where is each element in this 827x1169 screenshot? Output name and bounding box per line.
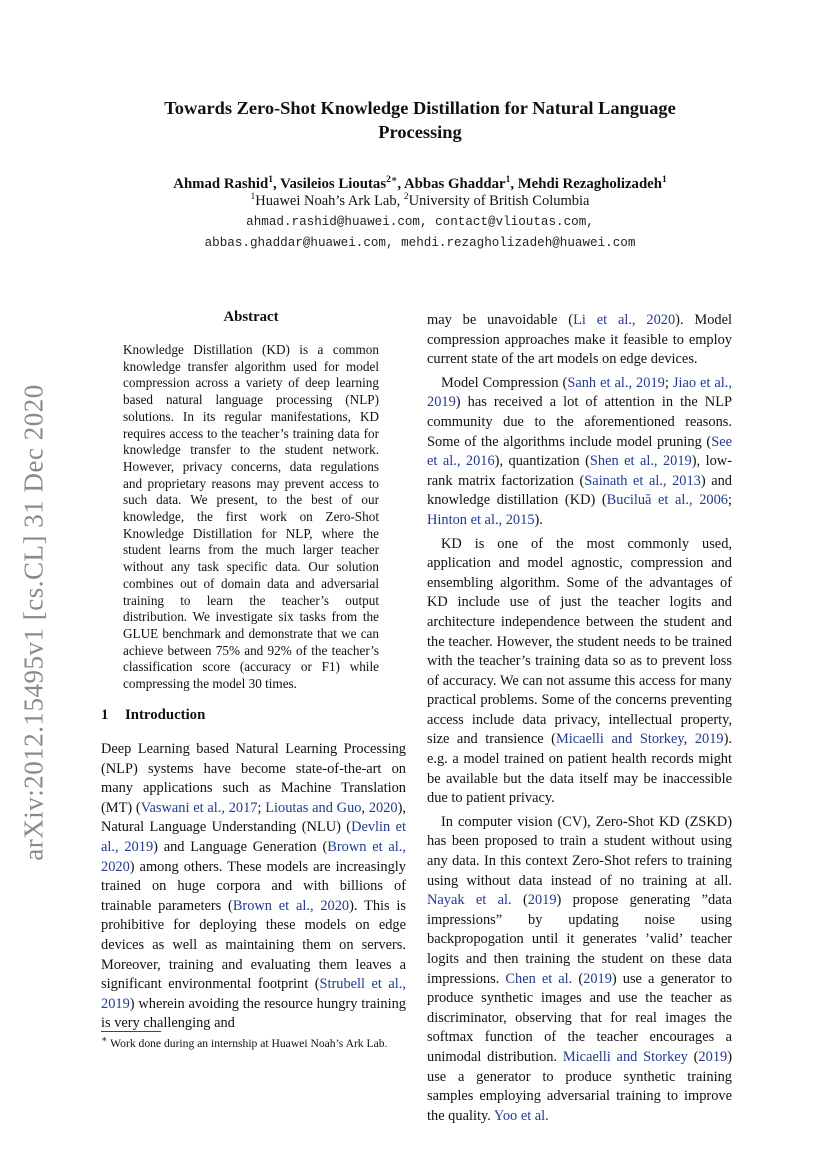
affiliation-mark: 1 — [505, 175, 511, 186]
citation-link[interactable]: Sainath et al., 2013 — [584, 472, 701, 489]
affiliation-mark: 2∗ — [386, 175, 398, 186]
left-column — [101, 740, 406, 1034]
citation-link[interactable]: Shen et al., 2019 — [589, 453, 692, 470]
citation-link[interactable]: See et al., 2016 — [427, 433, 732, 470]
paragraph-text: KD is one of the most commonly used, application and model agnostic, compression and ensembling algorithm. Some of the advantages of KD include use of just the teacher logits and architecture independence between the student and the teacher. However, the student needs to be trained with the teacher’s training data so as to prevent loss of accuracy. We can not assume this access for many practical problems. Some of the concerns preventing access include data privacy, intellectual property, size and transience ( — [427, 535, 732, 748]
paragraph-text: ) wherein avoiding the resource hungry training is very challenging and — [101, 995, 406, 1032]
body-paragraph — [427, 535, 732, 809]
email-line: abbas.ghaddar@huawei.com, mehdi.rezagholizadeh@huawei.com — [204, 236, 636, 250]
arxiv-identifier: arXiv:2012.15495v1 [cs.CL] 31 Dec 2020 — [18, 383, 49, 861]
abstract-heading: Abstract — [223, 309, 279, 325]
citation-link[interactable]: Nayak et al. — [427, 892, 512, 909]
intro-paragraph — [101, 740, 406, 1034]
section-heading-introduction — [101, 707, 406, 724]
citation-link[interactable]: Yoo et al. — [493, 1107, 549, 1124]
section-number: 1 — [101, 707, 109, 723]
citation-link[interactable]: Strubell et al., 2019 — [101, 976, 406, 1012]
paragraph-text: ) and Language Generation ( — [153, 838, 328, 855]
citation-link[interactable]: Brown et al., 2020 — [232, 897, 350, 914]
author-emails — [100, 212, 740, 254]
affiliation-mark: 2 — [403, 192, 409, 203]
citation-link[interactable]: Devlin et al., 2019 — [101, 819, 406, 855]
paragraph-text: ) propose generating ”data impressions” by updating noise using backpropogation until it generates ’valid’ teacher logits and then training the student on these data impressions. — [427, 892, 733, 987]
citation-link[interactable]: 2019 — [583, 970, 612, 987]
paragraph-text: ), Natural Language Understanding (NLU) ( — [101, 799, 406, 836]
citation-link[interactable]: Vaswani et al., 2017 — [140, 799, 258, 816]
citation-link[interactable]: Micaelli and Storkey — [555, 731, 684, 748]
paragraph-text: , — [683, 731, 695, 748]
footnote — [101, 1036, 406, 1051]
title-line-2: Processing — [378, 122, 462, 142]
title-line-1: Towards Zero-Shot Knowledge Distillation for Natural Language — [164, 98, 676, 118]
citation-link[interactable]: 2020 — [368, 799, 398, 816]
author-name: Vasileios Lioutas — [280, 176, 387, 192]
paragraph-text: ) use a generator to produce synthetic training samples employing adversarial training to improve the quality. — [427, 1048, 732, 1124]
paragraph-text: Deep Learning based Natural Learning Processing (NLP) systems have become state-of-the-art on many applications such as Machine Translation (MT) ( — [101, 741, 406, 816]
paragraph-text: ) among others. These models are increasingly trained on huge corpora and with billions of trainable parameters ( — [101, 858, 406, 914]
author-list: Ahmad Rashid$^1$, Vasileios Lioutas$^{2∗}$, Abbas Ghaddar$^1$, Mehdi Rezagholizadeh$^1$ — [173, 175, 667, 192]
footnote-rule — [101, 1031, 161, 1032]
paragraph-text: ; — [257, 799, 266, 816]
paragraph-text: ), low-rank matrix factorization ( — [427, 453, 732, 489]
affiliation-mark: 1 — [268, 175, 273, 186]
paragraph-text: ) and knowledge distillation (KD) ( — [427, 472, 732, 509]
paragraph-text: ), quantization ( — [494, 453, 590, 470]
author-name: Ahmad Rashid — [173, 176, 269, 192]
citation-link[interactable]: Sanh et al., 2019 — [567, 374, 665, 391]
paragraph-text: ( — [687, 1048, 699, 1065]
citation-link[interactable]: Jiao et al., 2019 — [427, 374, 732, 411]
affiliation-huawei: Huawei Noah’s Ark Lab, — [255, 193, 404, 209]
affiliation-mark: 1 — [661, 175, 667, 186]
paper-title — [100, 96, 740, 144]
paragraph-text: Model Compression ( — [441, 374, 568, 391]
affiliation-ubc: University of British Columbia — [408, 193, 590, 209]
paragraph-text: ; — [727, 492, 732, 509]
paragraph-text: ). e.g. a model trained on patient health records might be available but the data itself may be inaccessible due to patient privacy. — [427, 731, 732, 807]
author-name: Mehdi Rezagholizadeh — [517, 176, 662, 192]
citation-link[interactable]: 2019 — [698, 1048, 728, 1065]
citation-link[interactable]: Buciluă et al., 2006 — [606, 492, 728, 509]
paragraph-text: ) use a generator to produce synthetic images and use the teacher as discriminator, observing that for real images the softmax function of the teacher encourages a unimodal distribution. — [427, 970, 733, 1065]
paragraph-text: , — [361, 799, 369, 816]
paragraph-text: ) has received a lot of attention in the NLP community due to the aforementioned reasons. Some of the algorithms include model pruning ( — [427, 394, 732, 450]
body-paragraph — [427, 311, 732, 370]
footnote-mark: ∗ — [101, 1035, 108, 1046]
abstract-body: Knowledge Distillation (KD) is a common knowledge transfer algorithm used for model compression across a variety of deep learning based natural language processing (NLP) solutions. In its regular manifestations, KD requires access to the teacher’s training data for knowledge transfer to the student network. However, privacy concerns, data regulations and proprietary reasons may prevent access to such data. We present, to the best of our knowledge, the first work on Zero-Shot Knowledge Distillation for NLP, where the student learns from the much larger teacher without any task specific data. Our solution combines out of domain data and adversarial training to learn the teacher’s output distribution. We investigate six tasks from the GLUE benchmark and demonstrate that we can achieve between 75% and 92% of the teacher’s classification score (accuracy or F1) while compressing the model 30 times. — [123, 342, 379, 692]
citation-link[interactable]: Hinton et al., 2015 — [427, 511, 535, 528]
arxiv-watermark — [12, 362, 56, 882]
citation-link[interactable]: Li et al., 2020 — [573, 312, 676, 328]
paragraph-text: In computer vision (CV), Zero-Shot KD (ZSKD) has been proposed to train a student without using any data. In this context Zero-Shot refers to training using without data instead of no training at all. — [427, 813, 732, 889]
right-column — [427, 311, 732, 1126]
paragraph-text: ). Model compression approaches make it feasible to employ current state of the art models on edge devices. — [427, 312, 732, 368]
body-paragraph — [427, 813, 732, 1127]
citation-link[interactable]: Chen et al. — [505, 970, 573, 987]
email-line: ahmad.rashid@huawei.com, contact@vlioutas.com, — [246, 215, 594, 229]
affiliation-mark: 1 — [250, 192, 256, 203]
paragraph-text: may be unavoidable ( — [427, 312, 574, 328]
paragraph-text: ; — [664, 374, 673, 391]
affiliations — [100, 192, 740, 211]
citation-link[interactable]: Brown et al., 2020 — [101, 838, 406, 875]
paragraph-text: ). — [534, 511, 543, 528]
footnote-text: Work done during an internship at Huawei Noah’s Ark Lab. — [110, 1037, 388, 1050]
citation-link[interactable]: 2019 — [694, 731, 724, 748]
citation-link[interactable]: 2019 — [527, 892, 557, 909]
section-title: Introduction — [125, 707, 206, 723]
paragraph-text: ). This is prohibitive for deploying these models on edge devices as well as maintaining them on servers. Moreover, training and evaluating them leaves a significant environmental footprint ( — [101, 897, 406, 993]
paragraph-text: ( — [572, 970, 584, 987]
citation-link[interactable]: Micaelli and Storkey — [562, 1048, 688, 1065]
body-paragraph — [427, 374, 732, 531]
author-name: Abbas Ghaddar — [404, 176, 506, 192]
citation-link[interactable]: Lioutas and Guo — [265, 799, 362, 816]
paragraph-text: ( — [511, 892, 528, 909]
